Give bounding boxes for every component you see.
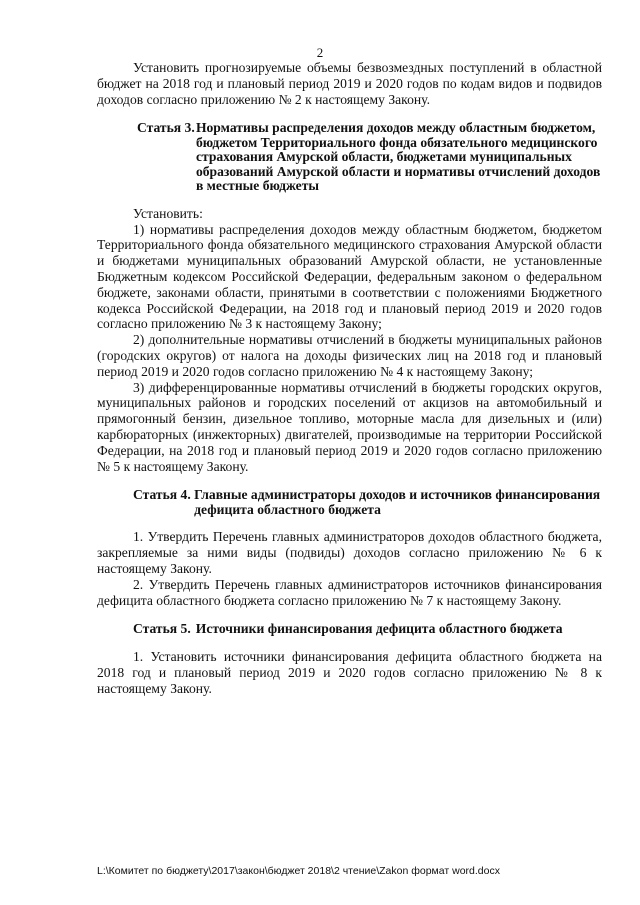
article-4-item-2: 2. Утвердить Перечень главных администраторов источников финансирования дефицита областного бюджета согласно приложению № 7 к настоящему Закону.	[97, 576, 602, 608]
article-3-item-3: 3) дифференцированные нормативы отчислений в бюджеты городских округов, муниципальных районов и городских поселений от акцизов на автомобильный и прямогонный бензин, дизельное топливо, моторные масла для дизельных и (или) карбюраторных (инжекторных) двигателей, производимые на территории Российской Федерации, на 2018 год и плановый период 2019 и 2020 годов согласно приложению № 5 к настоящему Закону.	[97, 379, 602, 474]
article-3-item-1: 1) нормативы распределения доходов между областным бюджетом, бюджетом Территориального фонда обязательного медицинского страхования Амурской области и бюджетами муниципальных образований Амурской области, не установленные Бюджетным кодексом Российской Федерации, федеральным законом о федеральном бюджете, законами области, принятыми в соответствии с положениями Бюджетного кодекса Российской Федерации, на 2018 год и плановый период 2019 и 2020 годов согласно приложению № 3 к настоящему Закону;	[97, 221, 602, 332]
intro-paragraph: Установить прогнозируемые объемы безвозмездных поступлений в областной бюджет на 2018 год и плановый период 2019 и 2020 годов по кодам видов и подвидов доходов согласно приложению № 2 к настоящему Закону.	[97, 60, 602, 107]
article-3-item-2: 2) дополнительные нормативы отчислений в бюджеты муниципальных районов (городских округов) от налога на доходы физических лиц на 2018 год и плановый период 2019 и 2020 годов согласно приложению № 4 к настоящему Закону;	[97, 332, 602, 379]
article-3-label: Статья 3.	[137, 120, 195, 136]
article-4-heading	[133, 488, 602, 517]
page-number: 2	[316, 45, 324, 60]
footer-file-path: L:\Комитет по бюджету\2017\закон\бюджет 2018\2 чтение\Zakon формат word.docx	[97, 865, 500, 877]
article-5-label: Статья 5.	[133, 621, 191, 637]
article-5-item-1: 1. Установить источники финансирования дефицита областного бюджета на 2018 год и плановый период 2019 и 2020 годов согласно приложению № 8 к настоящему Закону.	[97, 648, 602, 696]
article-3-title: Нормативы распределения доходов между областным бюджетом, бюджетом Территориального фонда обязательного медицинского страхования Амурской области, бюджетами муниципальных образований Амурской области и нормативы отчислений доходов в местные бюджеты	[195, 120, 601, 194]
article-3-lead: Установить:	[133, 205, 203, 221]
article-4-title: Главные администраторы доходов и источников финансирования дефицита областного бюджета	[194, 487, 601, 517]
article-4-item-1: 1. Утвердить Перечень главных администраторов доходов областного бюджета, закрепляемые за ними виды (подвиды) доходов согласно приложению № 6 к настоящему Закону.	[97, 529, 602, 577]
article-5-title: Источники финансирования дефицита областного бюджета	[195, 621, 563, 637]
article-3-heading	[137, 121, 602, 194]
article-5-heading	[133, 622, 602, 637]
document-body	[97, 60, 602, 696]
article-4-label: Статья 4.	[133, 487, 191, 503]
